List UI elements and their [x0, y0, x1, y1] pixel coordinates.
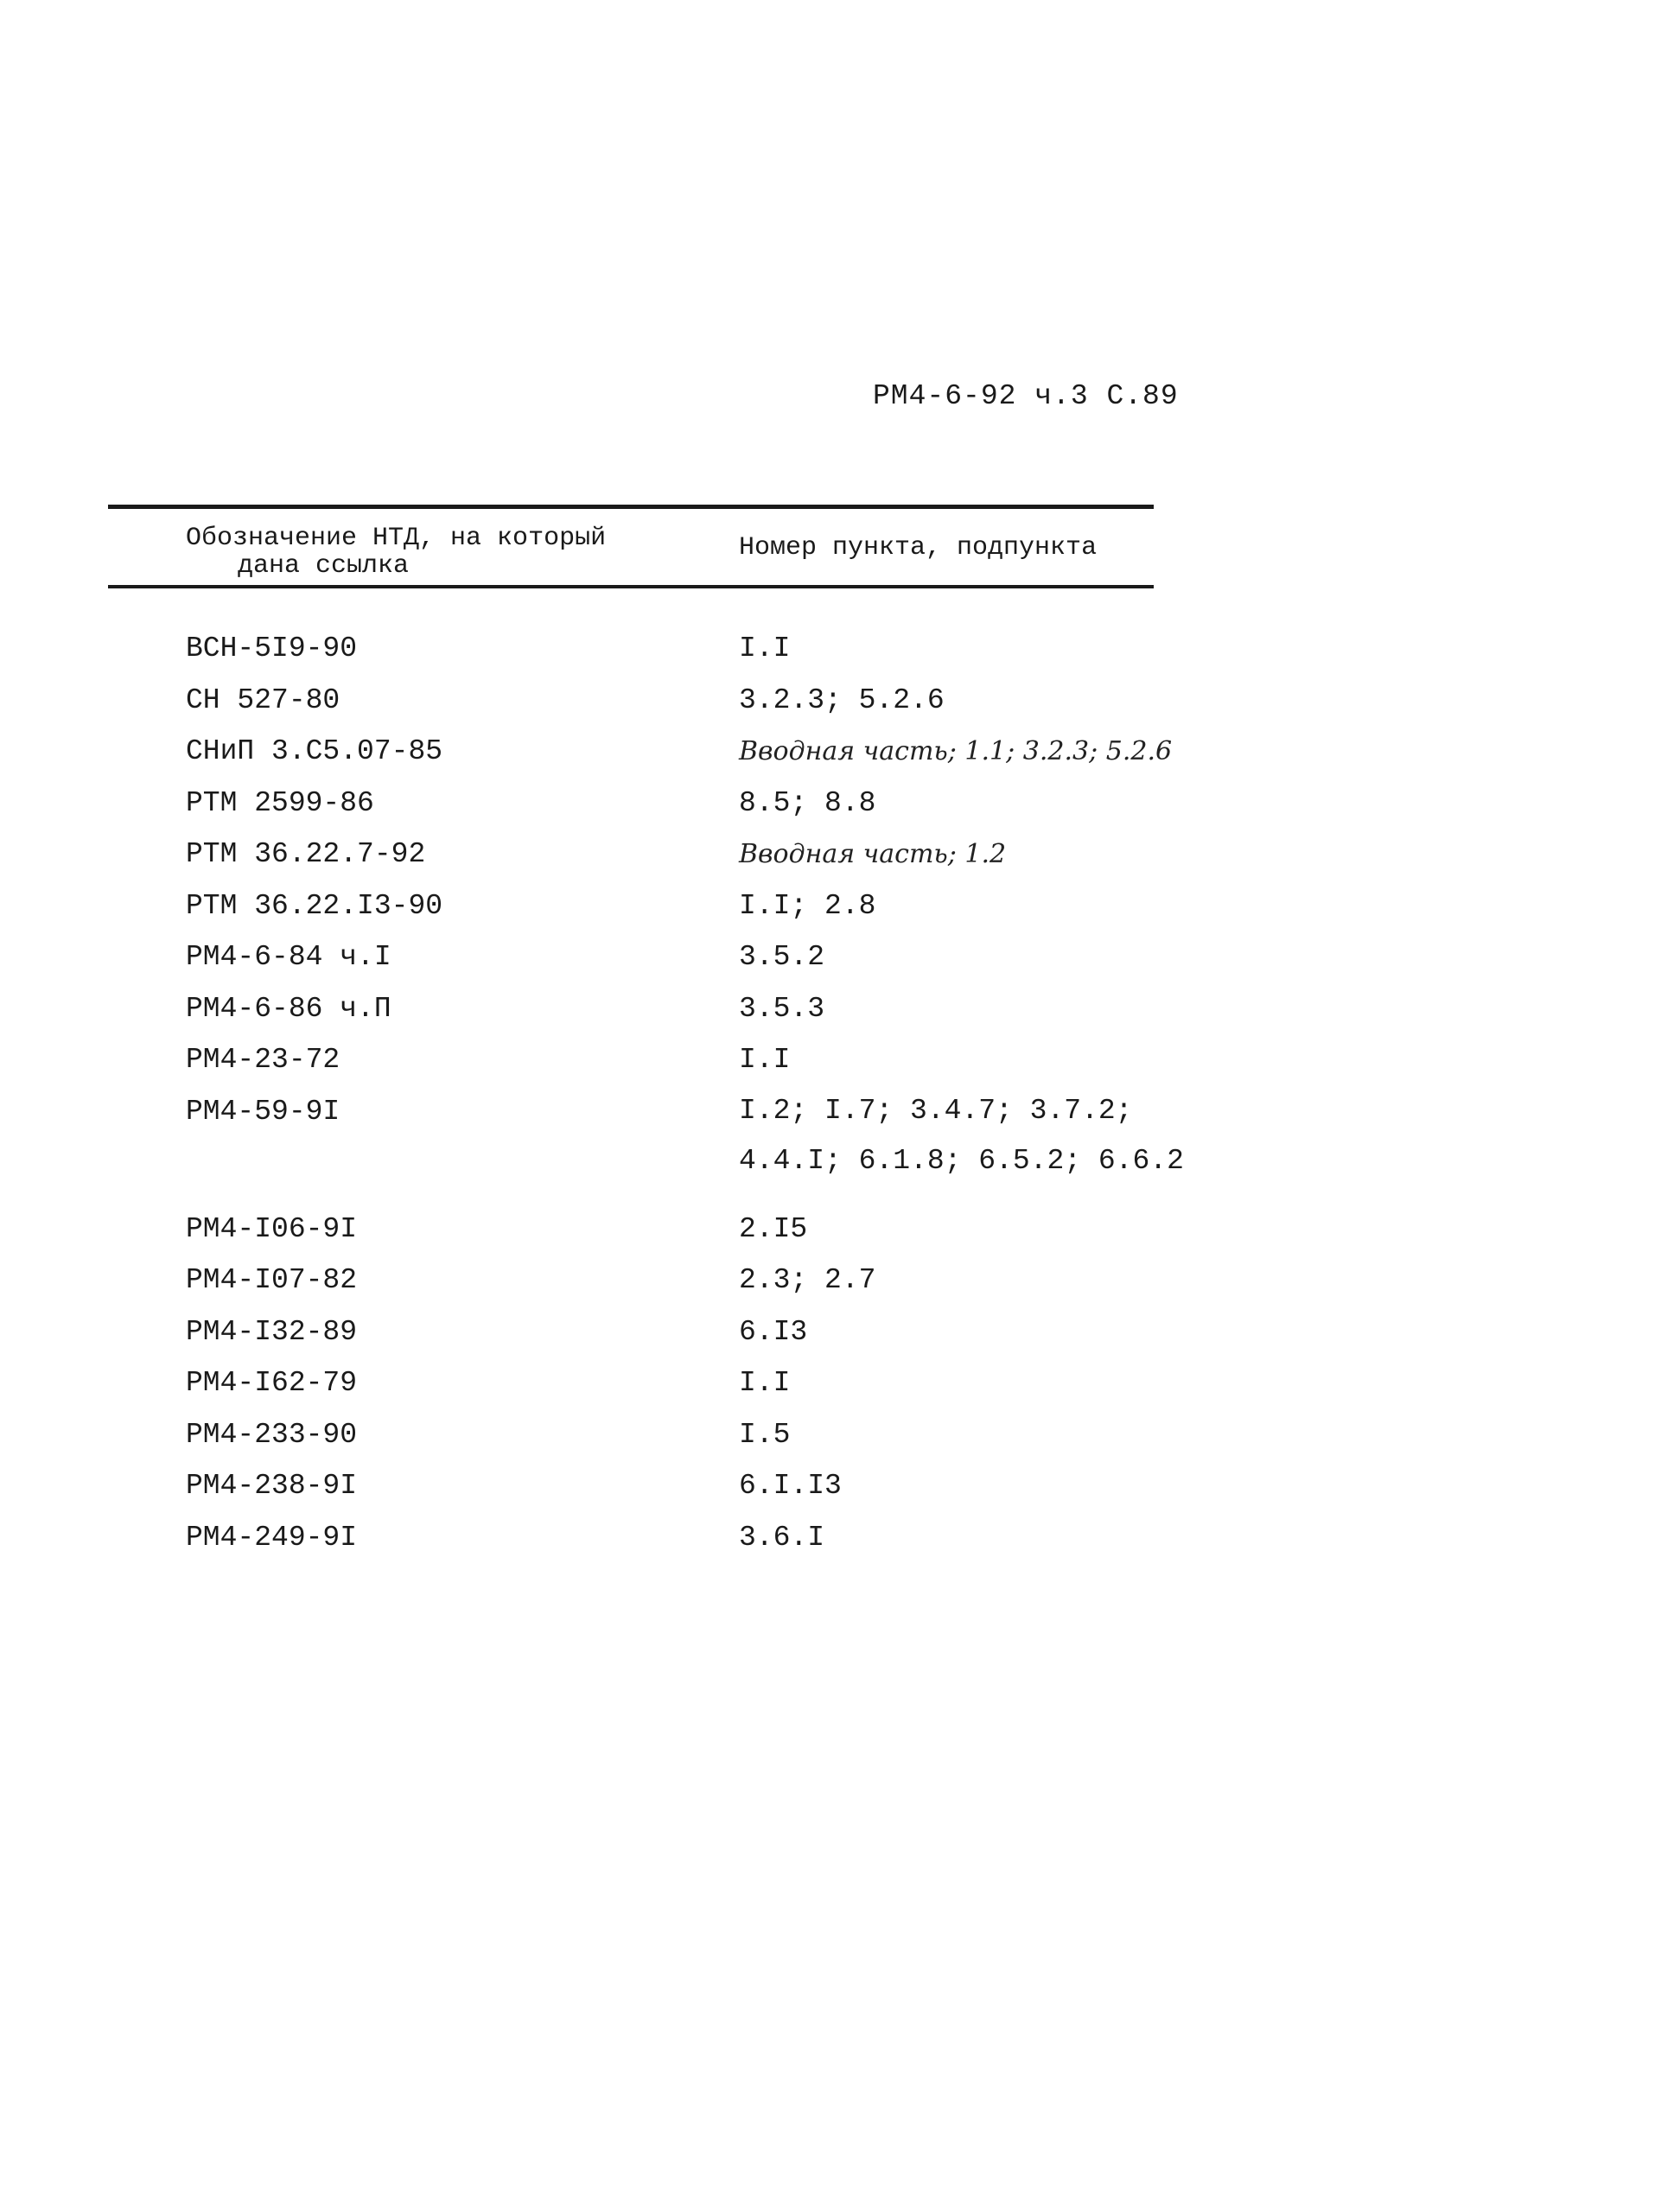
row-clauses: 6.I.I3: [739, 1470, 842, 1502]
table-row: [108, 1255, 1154, 1306]
page-header-code: РМ4-6-92 ч.3 С.89: [873, 380, 1179, 412]
table-row: [108, 1086, 1184, 1204]
table-row: [108, 726, 1173, 778]
table-row: [108, 880, 1154, 932]
row-clauses-line2: 4.4.I; 6.1.8; 6.5.2; 6.6.2: [739, 1144, 1184, 1177]
table-row: [108, 623, 1154, 675]
column-header-document: [186, 524, 670, 580]
row-clauses-handwritten: Вводная часть; 1.2: [739, 839, 1007, 869]
row-clauses: 3.5.2: [739, 941, 825, 973]
row-clauses: 3.2.3; 5.2.6: [739, 683, 945, 716]
table-row: [108, 1409, 1154, 1461]
table-header-row: [108, 509, 1154, 585]
row-clauses: 2.I5: [739, 1212, 808, 1245]
column-header-document-line2: дана ссылка: [238, 551, 410, 581]
table-row: [108, 675, 1154, 727]
row-clauses: I.I; 2.8: [739, 889, 876, 922]
row-document: СНиП 3.С5.07-85: [186, 735, 443, 767]
column-header-clause: Номер пункта, подпункта: [739, 533, 1098, 563]
row-document: РМ4-I62-79: [186, 1367, 358, 1399]
row-document: РМ4-6-84 ч.I: [186, 941, 391, 973]
row-clauses: I.I: [739, 1367, 791, 1399]
table-row: [108, 1306, 1154, 1358]
row-document: РМ4-I32-89: [186, 1315, 358, 1348]
row-document: РМ4-59-9I: [186, 1095, 340, 1128]
row-document: ВСН-5I9-90: [186, 632, 358, 664]
row-clauses-handwritten: Вводная часть; 1.1; 3.2.3; 5.2.6: [739, 736, 1173, 766]
row-clauses: 2.3; 2.7: [739, 1264, 876, 1296]
row-clauses: I.I: [739, 632, 791, 664]
row-clauses: 6.I3: [739, 1315, 808, 1348]
row-document: РТМ 36.22.7-92: [186, 838, 426, 870]
row-document: РМ4-249-9I: [186, 1521, 358, 1554]
table-row: [108, 1357, 1154, 1409]
table-body: [108, 588, 1184, 1563]
row-document: РМ4-I07-82: [186, 1264, 358, 1296]
row-document: РМ4-233-90: [186, 1418, 358, 1451]
row-clauses: 3.5.3: [739, 992, 825, 1025]
table-row: [108, 1034, 1154, 1086]
row-clauses: 8.5; 8.8: [739, 786, 876, 819]
row-clauses: 3.6.I: [739, 1521, 825, 1554]
row-clauses: [739, 1086, 1184, 1186]
table-row: [108, 983, 1154, 1035]
table-row: [108, 778, 1154, 830]
row-clauses: I.I: [739, 1044, 791, 1076]
row-document: РТМ 36.22.I3-90: [186, 889, 443, 922]
row-clauses: I.5: [739, 1418, 791, 1451]
row-document: РМ4-23-72: [186, 1044, 340, 1076]
table-row: [108, 829, 1154, 880]
row-document: РМ4-6-86 ч.П: [186, 992, 391, 1025]
table-row: [108, 931, 1154, 983]
table-row: [108, 1512, 1154, 1564]
row-document: РТМ 2599-86: [186, 786, 374, 819]
row-document: СН 527-80: [186, 683, 340, 716]
column-header-document-line1: Обозначение НТД, на который: [186, 524, 607, 553]
table-row: [108, 1460, 1154, 1512]
table-row: [108, 1204, 1154, 1255]
row-clauses-line1: I.2; I.7; 3.4.7; 3.7.2;: [739, 1094, 1133, 1127]
row-document: РМ4-I06-9I: [186, 1212, 358, 1245]
row-document: РМ4-238-9I: [186, 1470, 358, 1502]
reference-table: [108, 505, 1184, 1563]
